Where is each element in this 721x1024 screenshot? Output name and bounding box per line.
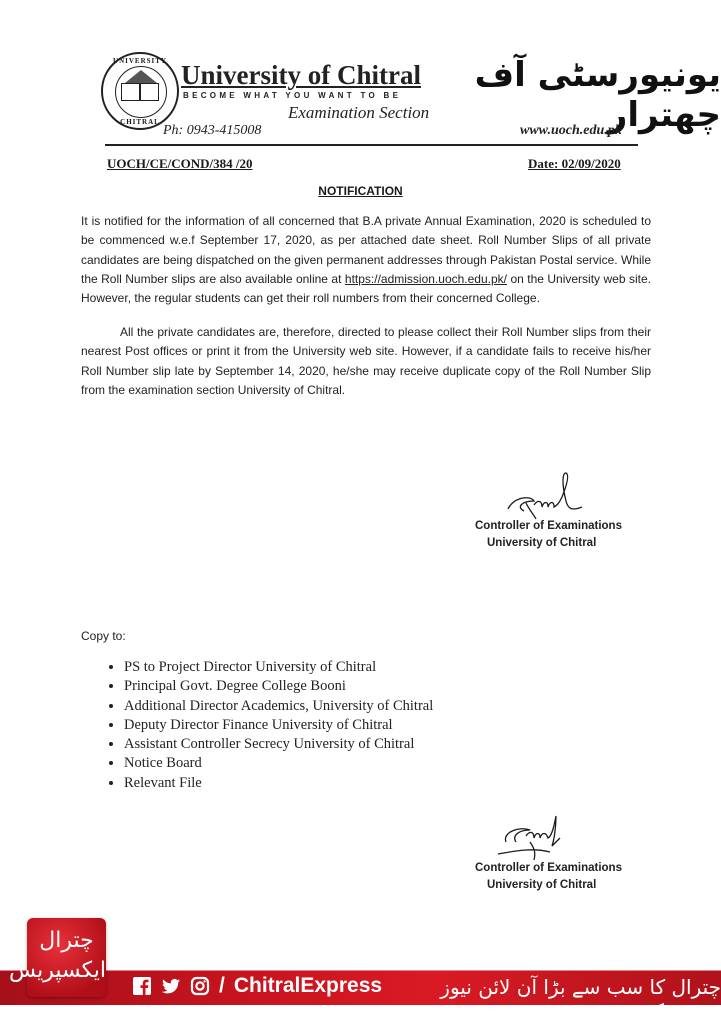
chitral-express-logo (9, 918, 106, 997)
university-logo (101, 52, 179, 130)
copy-to-item: • Relevant File (124, 774, 433, 793)
paragraph-1-text-before-link: It is notified for the information of all concerned that B.A private Annual Examination, 2020 is scheduled to be commenced w.e.f September 17, 2020, as per attached date sheet. Roll Number Slips of all private candidates are being dispatched on the given permanent addresses through Pakistan Postal service. While the Roll Number slips are also available online at (81, 214, 651, 286)
website: www.uoch.edu.pk (520, 123, 622, 138)
copy-to-list (102, 658, 433, 793)
notification-paragraph-1 (81, 212, 651, 308)
reference-number: UOCH/CE/COND/384 /20 (107, 156, 253, 171)
copy-to-item: • Notice Board (124, 754, 433, 773)
university-name-urdu: یونیورسٹی آف چھترار (474, 55, 721, 135)
notification-heading: NOTIFICATION (318, 184, 403, 198)
signatory-organization-2: University of Chitral (487, 879, 597, 891)
social-handle-group (132, 974, 382, 998)
social-separator: / (219, 974, 225, 997)
letterhead-divider (105, 144, 638, 146)
admission-link[interactable]: https://admission.uoch.edu.pk/ (344, 271, 507, 286)
copy-to-label: Copy to: (81, 629, 126, 643)
copy-to-item: • Deputy Director Finance University of Chitral (124, 716, 433, 735)
signatory-organization-1: University of Chitral (487, 537, 597, 549)
instagram-icon (190, 976, 210, 996)
section-name: Examination Section (288, 103, 430, 122)
signature-1-image (500, 471, 590, 521)
university-name: University of Chitral (181, 60, 421, 90)
signature-2-image (490, 812, 580, 862)
logo-mountain-icon (125, 70, 157, 83)
copy-to-item: • Principal Govt. Degree College Booni (124, 677, 433, 696)
social-handle: ChitralExpress (233, 974, 383, 997)
logo-top-text: UNIVERSITY (113, 57, 167, 65)
banner-slogan: چترال کا سب سے بڑا آن لائن نیوز نیٹ ورک (440, 975, 721, 1023)
notification-paragraph-2: All the private candidates are, therefore, directed to please collect their Roll Number slips from their nearest Post offices or print it from the University web site. However, if a candidate fails to receive his/her Roll Number slip late by September 14, 2020, he/she may receive duplicate copy of the Roll Number Slip from the examination section University of Chitral. (81, 325, 651, 397)
phone-number: Ph: 0943-415008 (163, 123, 262, 138)
logo-book-icon (121, 83, 159, 101)
facebook-icon (132, 976, 152, 996)
copy-to-item: • Assistant Controller Secrecy University of Chitral (124, 735, 433, 754)
chitral-express-logo-text: چترال ایکسپریس (9, 928, 106, 983)
university-tagline: BECOME WHAT YOU WANT TO BE (183, 91, 402, 100)
copy-to-item: • Additional Director Academics, University of Chitral (124, 697, 433, 716)
signatory-title-2: Controller of Examinations (475, 862, 622, 874)
signatory-title-1: Controller of Examinations (475, 520, 622, 532)
twitter-icon (161, 976, 181, 996)
logo-bottom-text: CHITRAL (120, 118, 160, 126)
document-date: Date: 02/09/2020 (528, 156, 621, 171)
copy-to-item: • PS to Project Director University of Chitral (124, 658, 433, 677)
paragraph-1-text-after-link: on the University web site. However, the regular students can get their roll numbers from their concerned College. (81, 271, 651, 306)
